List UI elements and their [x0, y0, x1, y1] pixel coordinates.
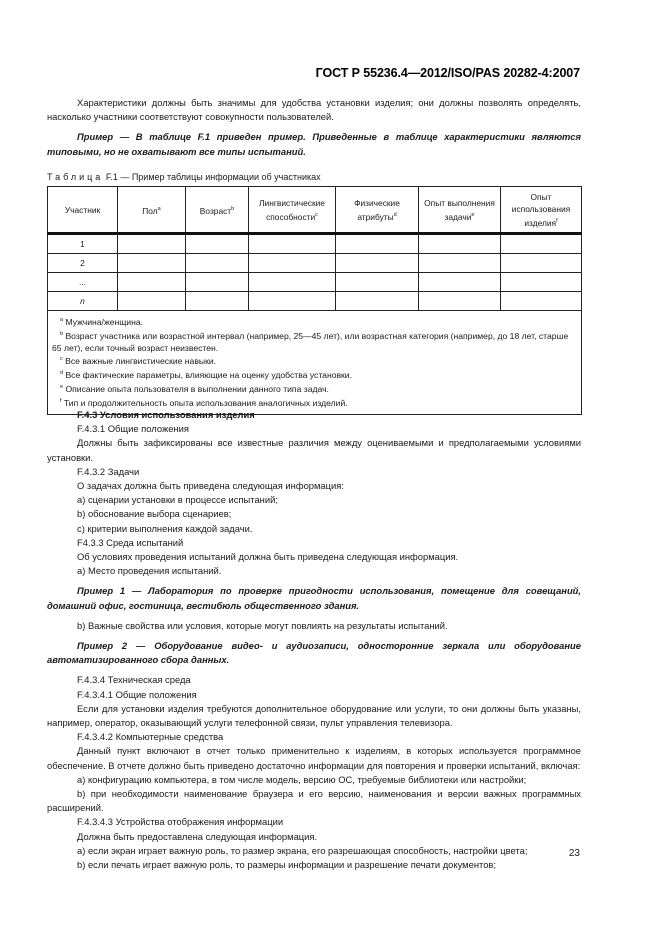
table-footnotes-row	[48, 311, 582, 415]
col-header-participant: Участник	[48, 187, 118, 234]
empty-cell	[249, 234, 336, 254]
intro-example: Пример — В таблице F.1 приведен пример. Приведенные в таблице характеристики являются типовыми, но не охватывают все типы испытаний.	[47, 131, 581, 157]
empty-cell	[249, 292, 336, 311]
heading-f43: F.4.3 Условия использования изделия	[77, 409, 255, 420]
empty-cell	[118, 234, 186, 254]
empty-cell	[501, 292, 582, 311]
footnote-c: $^c$ Все важные лингвистические навыки.	[60, 356, 217, 367]
col-header-physical: Физические атрибуты$^d$	[336, 187, 419, 234]
empty-cell	[419, 292, 501, 311]
table-header-row	[48, 187, 582, 234]
footnote-b: $^b$ Возраст участника или возрастной интервал (например, 25—45 лет), или возрастная категория (например, до 18 лет, старше 65 лет), если точный возраст неизвестен.	[52, 330, 569, 353]
col-header-sex: Пол$^a$	[118, 187, 186, 234]
col-header-linguistic: Лингвистические способности$^c$	[249, 187, 336, 234]
text-f433: Об условиях проведения испытаний должна быть приведена следующая информация.	[77, 551, 459, 563]
list-item: a) сценарии установки в процессе испытаний;	[77, 494, 278, 506]
heading-f434: F.4.3.4 Техническая среда	[77, 674, 191, 686]
empty-cell	[118, 254, 186, 273]
empty-cell	[336, 273, 419, 292]
heading-f4342: F.4.3.4.2 Компьютерные средства	[77, 731, 224, 743]
participants-table	[47, 186, 582, 415]
empty-cell	[336, 292, 419, 311]
participant-cell: 2	[48, 254, 118, 273]
text-f431: Должны быть зафиксированы все известные различия между оцениваемыми и предполагаемыми условиями установки.	[47, 437, 581, 463]
table-caption	[47, 172, 321, 182]
empty-cell	[501, 273, 582, 292]
empty-cell	[501, 254, 582, 273]
table-caption-text: F.1 — Пример таблицы информации об участниках	[105, 172, 321, 182]
text-f4341: Если для установки изделия требуются дополнительное оборудование или услуги, то они должны быть указаны, например, оператор, оказывающий услуги телефонной связи, пульт управления телевизора.	[47, 702, 581, 729]
intro-block	[47, 96, 581, 159]
empty-cell	[336, 254, 419, 273]
table-row	[48, 254, 582, 273]
empty-cell	[118, 273, 186, 292]
page-number: 23	[568, 848, 580, 859]
heading-f432: F.4.3.2 Задачи	[77, 465, 140, 477]
list-item: b) обоснование выбора сценариев;	[77, 508, 232, 520]
empty-cell	[118, 292, 186, 311]
table-footnotes	[48, 311, 582, 415]
empty-cell	[186, 234, 249, 254]
table-row	[48, 234, 582, 254]
participant-cell: n	[48, 292, 118, 311]
example-1: Пример 1 — Лаборатория по проверке пригодности использования, помещение для совещаний, домашний офис, гостиница, вестибюль общественного здания.	[47, 585, 581, 611]
heading-f431: F.4.3.1 Общие положения	[77, 423, 189, 435]
document-standard-id: ГОСТ Р 55236.4—2012/ISO/PAS 20282-4:2007	[315, 66, 580, 80]
list-item: c) критерии выполнения каждой задачи.	[77, 522, 253, 534]
text-f432: О задачах должна быть приведена следующая информация:	[77, 480, 344, 492]
intro-paragraph: Характеристики должны быть значимы для удобства установки изделия; они должны позволять определять, насколько участники соответствуют совокупности пользователей.	[47, 97, 581, 123]
empty-cell	[186, 273, 249, 292]
col-header-age: Возраст$^b$	[186, 187, 249, 234]
text-f4343: Должна быть предоставлена следующая информация.	[77, 830, 318, 842]
empty-cell	[419, 254, 501, 273]
col-header-task-experience: Опыт выполнения задачи$^e$	[419, 187, 501, 234]
empty-cell	[336, 234, 419, 254]
text-f4342: Данный пункт включают в отчет только применительно к изделиям, в которых используется программное обеспечение. В отчете должно быть приведено достаточно информации для повторения и проверки испытаний, включая:	[47, 745, 581, 771]
table-caption-label: Таблица	[47, 172, 104, 182]
participant-cell: ...	[48, 273, 118, 292]
footnote-a: $^a$ Мужчина/женщина.	[60, 317, 144, 327]
participant-cell: 1	[48, 234, 118, 254]
list-item: b) если печать играет важную роль, то размеры информации и разрешение печати документов;	[77, 859, 497, 871]
empty-cell	[186, 292, 249, 311]
footnote-d: $^d$ Все фактические параметры, влияющие на оценку удобства установки.	[60, 370, 352, 381]
empty-cell	[419, 234, 501, 254]
heading-f4341: F.4.3.4.1 Общие положения	[77, 688, 197, 700]
list-item: b) при необходимости наименование браузера и его версию, наименования и версии важных программных расширений.	[47, 788, 581, 814]
example-2: Пример 2 — Оборудование видео- и аудиозаписи, односторонние зеркала или оборудование автоматизированного сбора данных.	[47, 640, 581, 666]
empty-cell	[501, 234, 582, 254]
list-item: a) Место проведения испытаний.	[77, 565, 222, 577]
footnote-f: $^f$ Тип и продолжительность опыта использования аналогичных изделий.	[60, 397, 348, 408]
table-row	[48, 273, 582, 292]
list-item: a) конфигурацию компьютера, в том числе модель, версию ОС, требуемые библиотеки или настройки;	[77, 773, 527, 785]
heading-f433: F4.3.3 Среда испытаний	[77, 536, 184, 548]
table-row	[48, 292, 582, 311]
empty-cell	[186, 254, 249, 273]
empty-cell	[249, 273, 336, 292]
heading-f4343: F.4.3.4.3 Устройства отображения информации	[77, 816, 284, 828]
list-item: a) если экран играет важную роль, то размер экрана, его разрешающая способность, настройки цвета;	[77, 844, 528, 856]
empty-cell	[249, 254, 336, 273]
footnote-e: $^e$ Описание опыта пользователя в выполнении данного типа задач.	[60, 383, 329, 394]
list-item: b) Важные свойства или условия, которые могут повлиять на результаты испытаний.	[77, 619, 448, 631]
col-header-product-experience: Опыт использования изделия$^f$	[501, 187, 582, 234]
section-f43	[47, 408, 581, 872]
empty-cell	[419, 273, 501, 292]
